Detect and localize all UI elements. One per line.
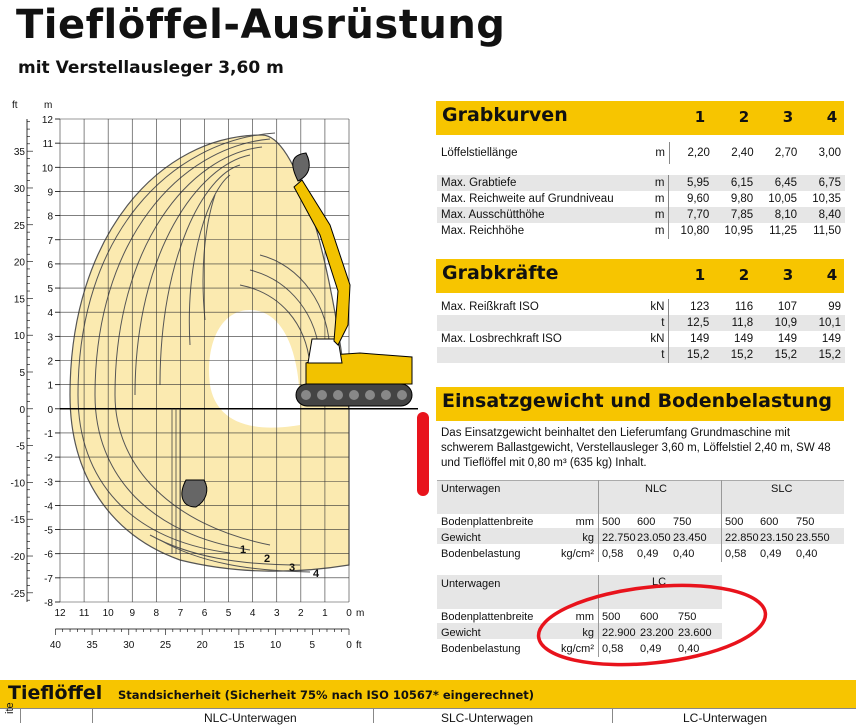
- row-value: 7,70: [669, 207, 713, 223]
- row-label: Max. Grabtiefe: [437, 175, 645, 191]
- x-tick-ft: 15: [233, 640, 245, 651]
- x-tick-ft: 20: [196, 640, 208, 651]
- table-row: [437, 207, 845, 223]
- track-wheel: [349, 390, 359, 400]
- y-tick-m: -7: [44, 573, 53, 585]
- stiel-value: 2,40: [731, 147, 754, 159]
- bottom-divider: [612, 708, 613, 723]
- y-tick-ft: 25: [13, 220, 25, 232]
- row-value: 0,40: [673, 548, 695, 560]
- row-value: 12,5: [669, 315, 713, 331]
- x-tick-m: 0: [346, 608, 352, 619]
- row-unit: kg/cm²: [561, 643, 594, 655]
- x-tick-m: 7: [177, 608, 184, 619]
- group-slc: SLC: [771, 483, 793, 495]
- y-tick-m: 1: [47, 380, 53, 392]
- y-tick-m: 10: [41, 163, 53, 175]
- grabkurven-header: [436, 101, 844, 135]
- stiel-value: 2,20: [687, 147, 710, 159]
- row-unit: t: [644, 347, 668, 363]
- bottom-col-lc: LC-Unterwagen: [683, 711, 768, 725]
- bottom-side-label: ite: [4, 702, 16, 714]
- einsatz-header: [436, 387, 844, 421]
- einsatz-description: Das Einsatzgewicht beinhaltet den Lieferumfang Grundmaschine mit schwerem Ballastgewicht, Verstellausleger 3,60 m, Löffelstiel 2,40 m, SW 48 und Tieflöffel mit 0,80 m³ (635 kg) Inhalt.: [441, 427, 831, 469]
- grabkraefte-col-2: 2: [738, 266, 750, 284]
- row-value: 0,58: [602, 643, 624, 655]
- row-value: 6,75: [801, 175, 845, 191]
- row-value: 22.900: [602, 627, 636, 639]
- row-value: 149: [777, 333, 798, 345]
- y-tick-ft: 30: [13, 183, 25, 195]
- grabkraefte-table: [437, 299, 845, 363]
- x-axis-unit-m: m: [356, 608, 365, 619]
- x-tick-ft: 40: [49, 640, 61, 651]
- row-value: 0,40: [678, 643, 700, 655]
- row-value: 107: [777, 301, 798, 313]
- stiel-value: 3,00: [818, 147, 841, 159]
- row-value: 149: [733, 333, 754, 345]
- row-unit: t: [644, 315, 668, 331]
- table-row: [437, 331, 845, 347]
- grabkurven-stiel-table: [437, 142, 845, 164]
- row-value: 23.200: [640, 627, 674, 639]
- x-tick-m: 4: [249, 608, 256, 619]
- row-value: 10,9: [757, 315, 801, 331]
- row-unit: kN: [644, 299, 668, 315]
- row-label: Bodenplattenbreite: [441, 516, 534, 528]
- x-tick-m: 10: [102, 608, 114, 619]
- y-tick-m: 11: [42, 139, 53, 151]
- x-tick-m: 3: [273, 608, 280, 619]
- y-tick-m: -8: [44, 598, 53, 609]
- y-tick-m: -4: [44, 501, 53, 513]
- row-unit: kg/cm²: [561, 548, 594, 560]
- x-tick-ft: 0: [346, 640, 352, 651]
- y-tick-ft: 0: [19, 404, 25, 416]
- y-tick-m: -2: [44, 453, 53, 465]
- bottom-col-slc: SLC-Unterwagen: [441, 711, 534, 725]
- standsicherheit-subtitle: Standsicherheit (Sicherheit 75% nach ISO 10567* eingerechnet): [118, 688, 535, 702]
- bottom-divider: [20, 708, 21, 723]
- row-value: 23.050: [637, 532, 671, 544]
- y-tick-ft: 20: [13, 257, 25, 269]
- grabkurven-table: [437, 175, 845, 239]
- y-tick-ft: 10: [13, 331, 25, 343]
- grabkraefte-col-1: 1: [694, 266, 706, 284]
- stiel-unit: m: [645, 142, 670, 164]
- y-tick-ft: -5: [16, 441, 25, 453]
- y-tick-m: 12: [41, 115, 53, 126]
- curve-label: 1: [240, 544, 247, 556]
- x-tick-m: 2: [298, 608, 304, 619]
- table-row: [437, 299, 845, 315]
- row-value: 5,95: [669, 175, 713, 191]
- row-value: 11,25: [769, 225, 798, 237]
- x-axis-unit-ft: ft: [356, 640, 362, 651]
- y-tick-m: 2: [47, 356, 53, 368]
- curve-label: 4: [313, 568, 320, 580]
- row-value: 15,2: [669, 347, 713, 363]
- grabkurven-col-1: 1: [694, 108, 706, 126]
- einsatz-title: Einsatzgewicht und Bodenbelastung: [442, 390, 833, 412]
- row-value: 23.600: [678, 627, 712, 639]
- row-label: Max. Reißkraft ISO: [441, 301, 539, 313]
- track-wheel: [381, 390, 391, 400]
- y-tick-m: 4: [47, 308, 53, 320]
- page-title: Tieflöffel-Ausrüstung: [16, 2, 506, 48]
- bottom-divider: [373, 708, 374, 723]
- row-label: Max. Reichweite auf Grundniveau: [441, 193, 614, 205]
- stiel-label: Löffelstiellänge: [441, 147, 518, 159]
- x-tick-m: 6: [201, 608, 208, 619]
- grabkraefte-header: [436, 259, 844, 293]
- table-row: [437, 191, 845, 207]
- track-wheel: [365, 390, 375, 400]
- y-tick-m: 9: [47, 187, 53, 199]
- row-value: 10,05: [768, 193, 798, 205]
- row-value: 500: [602, 516, 621, 528]
- grabkurven-title: Grabkurven: [442, 104, 568, 126]
- row-value: 22.750: [602, 532, 636, 544]
- row-value: 10,95: [724, 225, 754, 237]
- x-tick-ft: 25: [159, 640, 172, 651]
- x-tick-m: 9: [129, 608, 136, 619]
- highlight-ellipse: [534, 583, 770, 667]
- row-value: 22.850: [725, 532, 759, 544]
- curve-label: 2: [264, 553, 271, 565]
- grabkurven-col-2: 2: [738, 108, 750, 126]
- x-tick-m: 11: [78, 608, 90, 619]
- x-tick-m: 1: [322, 608, 328, 619]
- row-label: [437, 315, 644, 331]
- y-tick-m: 0: [47, 404, 53, 416]
- row-value: 23.150: [760, 532, 794, 544]
- y-tick-m: -5: [44, 525, 53, 537]
- row-unit: m: [645, 191, 669, 207]
- row-value: 6,15: [713, 175, 757, 191]
- row-value: 750: [796, 516, 815, 528]
- row-value: 123: [690, 301, 710, 313]
- row-value: 750: [678, 611, 697, 623]
- row-value: 15,2: [713, 347, 757, 363]
- table-row: [437, 223, 845, 239]
- y-tick-m: -1: [44, 428, 53, 440]
- row-unit: m: [645, 223, 669, 239]
- y-tick-ft: -20: [10, 552, 25, 564]
- row-label: Gewicht: [441, 627, 481, 639]
- table-row: [437, 347, 845, 363]
- y-tick-ft: 15: [13, 294, 25, 306]
- row-value: 0,40: [796, 548, 818, 560]
- row-value: 10,80: [680, 225, 710, 237]
- tiefloeffel-title: Tieflöffel: [8, 682, 103, 704]
- group-lc: LC: [652, 576, 667, 588]
- row-value: 11,50: [813, 225, 841, 237]
- track-wheel: [397, 390, 407, 400]
- row-value: 8,10: [757, 207, 801, 223]
- row-value: 9,80: [730, 193, 754, 205]
- y-tick-ft: -10: [10, 478, 25, 490]
- unterwagen-header: Unterwagen: [441, 578, 501, 590]
- y-tick-m: -6: [44, 549, 53, 561]
- row-value: 15,2: [801, 347, 845, 363]
- highlight-marker: [417, 412, 429, 496]
- row-value: 600: [760, 516, 779, 528]
- row-label: Max. Losbrechkraft ISO: [441, 333, 562, 345]
- bottom-col-nlc: NLC-Unterwagen: [204, 711, 297, 725]
- y-tick-m: -3: [44, 477, 53, 489]
- weight-table-nlc-slc: [437, 480, 844, 562]
- y-tick-m: 7: [47, 235, 53, 247]
- row-unit: mm: [575, 516, 594, 528]
- row-value: 116: [734, 301, 754, 313]
- row-unit: kg: [582, 532, 594, 544]
- table-row: [437, 175, 845, 191]
- x-tick-ft: 10: [270, 640, 282, 651]
- x-tick-m: 12: [54, 608, 66, 619]
- grabkraefte-title: Grabkräfte: [442, 262, 559, 284]
- y-tick-ft: 35: [13, 147, 25, 159]
- row-unit: kg: [582, 627, 594, 639]
- digging-curve-chart: [0, 95, 425, 660]
- y-tick-ft: 5: [19, 367, 25, 379]
- row-unit: mm: [575, 611, 594, 623]
- unterwagen-header: Unterwagen: [441, 483, 501, 495]
- row-value: 600: [637, 516, 656, 528]
- track-wheel: [333, 390, 343, 400]
- row-label: Bodenbelastung: [441, 548, 521, 560]
- row-value: 99: [828, 301, 841, 313]
- row-label: Bodenbelastung: [441, 643, 521, 655]
- row-value: 9,60: [686, 193, 710, 205]
- group-nlc: NLC: [645, 483, 668, 495]
- curve-label: 3: [289, 562, 296, 574]
- grabkraefte-col-4: 4: [826, 266, 838, 284]
- y-tick-m: 3: [47, 332, 53, 344]
- grabkurven-col-3: 3: [782, 108, 794, 126]
- row-label: Gewicht: [441, 532, 481, 544]
- row-value: 6,45: [757, 175, 801, 191]
- row-value: 0,49: [760, 548, 782, 560]
- bottom-divider: [92, 708, 93, 723]
- row-value: 750: [673, 516, 692, 528]
- row-value: 0,49: [637, 548, 659, 560]
- track-wheel: [301, 390, 311, 400]
- row-value: 600: [640, 611, 659, 623]
- row-unit: m: [645, 175, 669, 191]
- row-value: 8,40: [801, 207, 845, 223]
- y-tick-m: 8: [47, 211, 53, 223]
- y-axis-unit-m: m: [44, 100, 53, 111]
- x-tick-ft: 5: [309, 640, 316, 651]
- row-value: 500: [602, 611, 621, 623]
- x-tick-ft: 30: [123, 640, 135, 651]
- y-tick-m: 5: [47, 284, 53, 296]
- table-divider: [598, 480, 599, 562]
- row-unit: m: [645, 207, 669, 223]
- row-label: Max. Reichhöhe: [441, 225, 525, 237]
- y-axis-unit-ft: ft: [12, 100, 18, 111]
- row-label: Bodenplattenbreite: [441, 611, 534, 623]
- grabkraefte-col-3: 3: [782, 266, 794, 284]
- track-wheel: [317, 390, 327, 400]
- row-value: 7,85: [713, 207, 757, 223]
- row-value: 0,49: [640, 643, 662, 655]
- row-label: [437, 347, 644, 363]
- row-value: 500: [725, 516, 744, 528]
- row-value: 23.450: [673, 532, 707, 544]
- row-value: 23.550: [796, 532, 830, 544]
- row-unit: kN: [644, 331, 668, 347]
- row-value: 0,58: [602, 548, 624, 560]
- table-divider: [721, 480, 722, 562]
- row-value: 149: [690, 333, 710, 345]
- x-tick-m: 5: [225, 608, 232, 619]
- row-value: 0,58: [725, 548, 747, 560]
- y-tick-ft: -15: [10, 515, 25, 527]
- stiel-value: 2,70: [774, 147, 798, 159]
- x-tick-m: 8: [153, 608, 160, 619]
- x-tick-ft: 35: [86, 640, 98, 651]
- row-value: 149: [821, 333, 841, 345]
- row-value: 15,2: [757, 347, 801, 363]
- page-subtitle: mit Verstellausleger 3,60 m: [18, 58, 284, 78]
- table-row: [437, 315, 845, 331]
- row-value: 10,1: [801, 315, 845, 331]
- y-tick-m: 6: [47, 259, 53, 271]
- y-tick-ft: -25: [10, 588, 25, 600]
- row-value: 10,35: [812, 193, 841, 205]
- grabkurven-col-4: 4: [826, 108, 838, 126]
- row-label: Max. Ausschütthöhe: [437, 207, 645, 223]
- row-value: 11,8: [713, 315, 757, 331]
